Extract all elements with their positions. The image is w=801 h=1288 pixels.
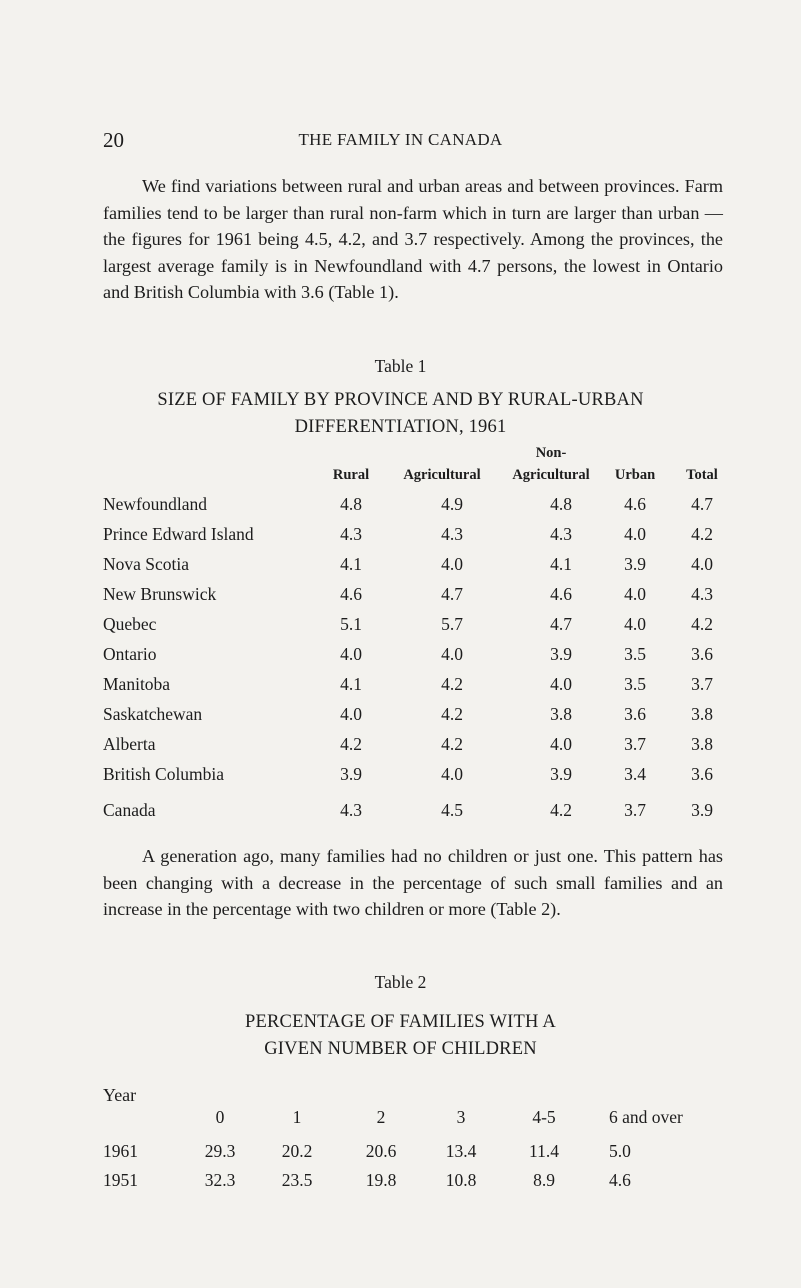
- column-header-children: 3: [456, 1107, 466, 1127]
- rural-value: 4.0: [340, 644, 362, 664]
- column-header-children: 4-5: [532, 1107, 556, 1127]
- total-value: 4.0: [691, 554, 713, 574]
- total-value: 3.6: [691, 764, 713, 784]
- urban-value: 4.0: [624, 614, 646, 634]
- percentage-value: 13.4: [445, 1141, 477, 1161]
- column-header-agricultural: Agricultural: [403, 467, 481, 483]
- column-header-rural: Rural: [332, 467, 370, 483]
- table-row: [103, 734, 723, 756]
- table-row: [103, 764, 723, 786]
- column-header-children: 1: [292, 1107, 302, 1127]
- urban-value: 3.6: [624, 704, 646, 724]
- non-agricultural-value: 4.3: [550, 524, 572, 544]
- year-label: Year: [103, 1085, 137, 1105]
- percentage-value: 5.0: [609, 1141, 631, 1161]
- total-value: 4.7: [691, 494, 713, 514]
- percentage-value: 8.9: [533, 1170, 555, 1190]
- running-title: THE FAMILY IN CANADA: [298, 130, 503, 149]
- province-name: Canada: [103, 800, 156, 820]
- rural-value: 5.1: [340, 614, 362, 634]
- table-row: [103, 494, 723, 516]
- total-value: 3.8: [691, 704, 713, 724]
- column-header-total: Total: [686, 467, 718, 483]
- agricultural-value: 5.7: [441, 614, 463, 634]
- urban-value: 4.0: [624, 524, 646, 544]
- rural-value: 4.8: [340, 494, 362, 514]
- table-2-title-line-2: GIVEN NUMBER OF CHILDREN: [264, 1039, 537, 1059]
- table-2-title: [0, 1009, 801, 1063]
- year-value: 1951: [103, 1170, 138, 1190]
- urban-value: 3.5: [624, 674, 646, 694]
- total-value: 3.6: [691, 644, 713, 664]
- province-name: Saskatchewan: [103, 704, 203, 724]
- urban-value: 4.0: [624, 584, 646, 604]
- total-value: 4.2: [691, 614, 713, 634]
- non-agricultural-value: 3.9: [550, 644, 572, 664]
- agricultural-value: 4.0: [441, 764, 463, 784]
- agricultural-value: 4.9: [441, 494, 463, 514]
- page-number: 20: [103, 128, 124, 152]
- column-header-children: 2: [376, 1107, 386, 1127]
- urban-value: 3.9: [624, 554, 646, 574]
- rural-value: 4.6: [340, 584, 362, 604]
- province-name: Ontario: [103, 644, 157, 664]
- table-1-title-line-1: SIZE OF FAMILY BY PROVINCE AND BY RURAL-URBAN: [157, 390, 644, 410]
- province-name: New Brunswick: [103, 584, 217, 604]
- body-paragraph-2: A generation ago, many families had no children or just one. This pattern has been changing with a decrease in the percentage of such small families and an increase in the percentage with two children or more (Table 2).: [103, 846, 723, 919]
- percentage-value: 29.3: [204, 1141, 236, 1161]
- table-row: [103, 644, 723, 666]
- agricultural-value: 4.3: [441, 524, 463, 544]
- table-1-caption: Table 1: [374, 356, 427, 376]
- province-name: Manitoba: [103, 674, 171, 694]
- non-agricultural-value: 3.9: [550, 764, 572, 784]
- column-header-urban: Urban: [614, 467, 656, 483]
- province-name: Nova Scotia: [103, 554, 190, 574]
- column-header-non-agricultural-line-1: Non-: [535, 445, 567, 461]
- percentage-value: 32.3: [204, 1170, 236, 1190]
- province-name: Quebec: [103, 614, 157, 634]
- year-value: 1961: [103, 1141, 138, 1161]
- column-header-children: 0: [215, 1107, 225, 1127]
- non-agricultural-value: 4.2: [550, 800, 572, 820]
- total-value: 4.3: [691, 584, 713, 604]
- non-agricultural-value: 4.6: [550, 584, 572, 604]
- percentage-value: 20.6: [365, 1141, 397, 1161]
- non-agricultural-value: 4.7: [550, 614, 572, 634]
- percentage-value: 23.5: [281, 1170, 313, 1190]
- table-2-title-line-1: PERCENTAGE OF FAMILIES WITH A: [245, 1012, 556, 1032]
- urban-value: 3.7: [624, 800, 646, 820]
- table-row: [103, 1170, 723, 1192]
- province-name: British Columbia: [103, 764, 225, 784]
- total-value: 3.9: [691, 800, 713, 820]
- urban-value: 3.5: [624, 644, 646, 664]
- column-header-children: 6 and over: [609, 1107, 683, 1127]
- percentage-value: 4.6: [609, 1170, 631, 1190]
- non-agricultural-value: 4.1: [550, 554, 572, 574]
- column-header-non-agricultural-line-2: Agricultural: [512, 467, 590, 483]
- agricultural-value: 4.5: [441, 800, 463, 820]
- province-name: Alberta: [103, 734, 156, 754]
- table-row: [103, 614, 723, 636]
- rural-value: 4.1: [340, 554, 362, 574]
- table-1-title: [0, 387, 801, 441]
- non-agricultural-value: 4.8: [550, 494, 572, 514]
- body-paragraph-1: We find variations between rural and urban areas and between provinces. Farm families tend to be larger than rural non-farm which in turn are larger than urban — the figures for 1961 being 4.5, 4.2, and 3.7 respectively. Among the provinces, the largest average family is in Newfoundland with 4.7 persons, the lowest in Ontario and British Columbia with 3.6 (Table 1).: [103, 176, 723, 302]
- agricultural-value: 4.2: [441, 674, 463, 694]
- non-agricultural-value: 3.8: [550, 704, 572, 724]
- table-row: [103, 554, 723, 576]
- province-name: Newfoundland: [103, 494, 208, 514]
- agricultural-value: 4.2: [441, 704, 463, 724]
- table-2-header: [103, 1107, 723, 1129]
- table-row: [103, 584, 723, 606]
- percentage-value: 10.8: [445, 1170, 477, 1190]
- urban-value: 3.4: [624, 764, 646, 784]
- agricultural-value: 4.0: [441, 644, 463, 664]
- percentage-value: 11.4: [529, 1141, 559, 1161]
- urban-value: 4.6: [624, 494, 646, 514]
- table-2-caption: Table 2: [374, 972, 427, 992]
- percentage-value: 19.8: [365, 1170, 397, 1190]
- total-value: 3.8: [691, 734, 713, 754]
- table-row: [103, 704, 723, 726]
- table-row: [103, 674, 723, 696]
- table-1-title-line-2: DIFFERENTIATION, 1961: [294, 417, 507, 437]
- table-row: [103, 1141, 723, 1163]
- total-value: 4.2: [691, 524, 713, 544]
- total-value: 3.7: [691, 674, 713, 694]
- province-name: Prince Edward Island: [103, 524, 254, 544]
- table-row: [103, 524, 723, 546]
- rural-value: 4.2: [340, 734, 362, 754]
- percentage-value: 20.2: [281, 1141, 313, 1161]
- agricultural-value: 4.7: [441, 584, 463, 604]
- non-agricultural-value: 4.0: [550, 674, 572, 694]
- rural-value: 4.3: [340, 800, 362, 820]
- rural-value: 4.0: [340, 704, 362, 724]
- agricultural-value: 4.0: [441, 554, 463, 574]
- rural-value: 4.1: [340, 674, 362, 694]
- rural-value: 3.9: [340, 764, 362, 784]
- non-agricultural-value: 4.0: [550, 734, 572, 754]
- table-total-row: [103, 800, 723, 822]
- agricultural-value: 4.2: [441, 734, 463, 754]
- urban-value: 3.7: [624, 734, 646, 754]
- rural-value: 4.3: [340, 524, 362, 544]
